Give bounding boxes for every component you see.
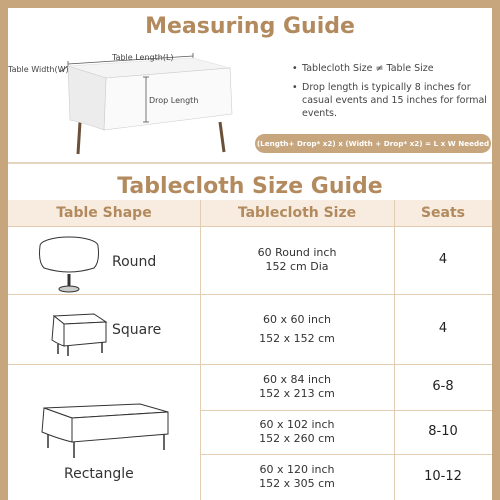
note-text: Drop length is typically 8 inches for casual events and 15 inches for formal events. (302, 82, 487, 119)
note-text: Tablecloth Size ≠ Table Size (302, 63, 434, 74)
shape-label-rectangle: Rectangle (64, 466, 134, 482)
seats-cell: 8-10 (428, 424, 458, 439)
bullet-icon: • (292, 82, 298, 93)
header-table-shape: Table Shape (56, 205, 152, 221)
header-seats: Seats (420, 205, 466, 221)
square-table-icon (40, 308, 110, 358)
frame-top-bar (0, 0, 500, 8)
round-table-icon (34, 234, 104, 296)
size-cell (200, 454, 394, 500)
size-cm: 152 cm Dia (265, 260, 329, 273)
size-inch: 60 x 84 inch (262, 373, 332, 386)
measuring-illustration (8, 52, 263, 162)
table-width-label: Table Width(W) (8, 65, 69, 74)
measuring-guide-title: Measuring Guide (145, 14, 355, 39)
size-guide-title: Tablecloth Size Guide (117, 174, 383, 199)
section-divider (8, 162, 492, 164)
size-cell (200, 364, 394, 410)
size-cm: 152 x 213 cm (259, 387, 335, 400)
header-tablecloth-size: Tablecloth Size (237, 205, 357, 221)
seats-cell: 10-12 (424, 469, 462, 484)
seats-cell: 4 (438, 252, 448, 267)
size-inch: 60 x 60 inch (262, 312, 332, 326)
size-cell (200, 226, 394, 294)
note-item (292, 62, 492, 75)
note-item (292, 81, 492, 120)
size-inch: 60 x 120 inch (259, 463, 335, 476)
seats-cell: 6-8 (432, 379, 454, 394)
drop-length-label: Drop Length (149, 96, 199, 105)
size-cm: 152 x 305 cm (259, 477, 335, 490)
shape-label-square: Square (112, 322, 162, 338)
size-cell (200, 410, 394, 454)
size-cm: 152 x 260 cm (259, 432, 335, 445)
seats-cell: 4 (438, 321, 448, 336)
size-inch: 60 x 102 inch (259, 418, 335, 431)
size-table (8, 200, 492, 500)
table-length-label: Table Length(L) (112, 53, 174, 62)
size-inch: 60 Round inch (257, 246, 337, 259)
shape-label-round: Round (112, 254, 157, 270)
size-cm: 152 x 152 cm (259, 331, 335, 345)
bullet-icon: • (292, 63, 298, 74)
rectangle-table-icon (36, 402, 176, 462)
size-cell (200, 294, 394, 364)
formula-badge: (Length+ Drop* x2) x (Width + Drop* x2) = L x W Needed (255, 134, 491, 153)
measuring-notes (292, 62, 492, 126)
